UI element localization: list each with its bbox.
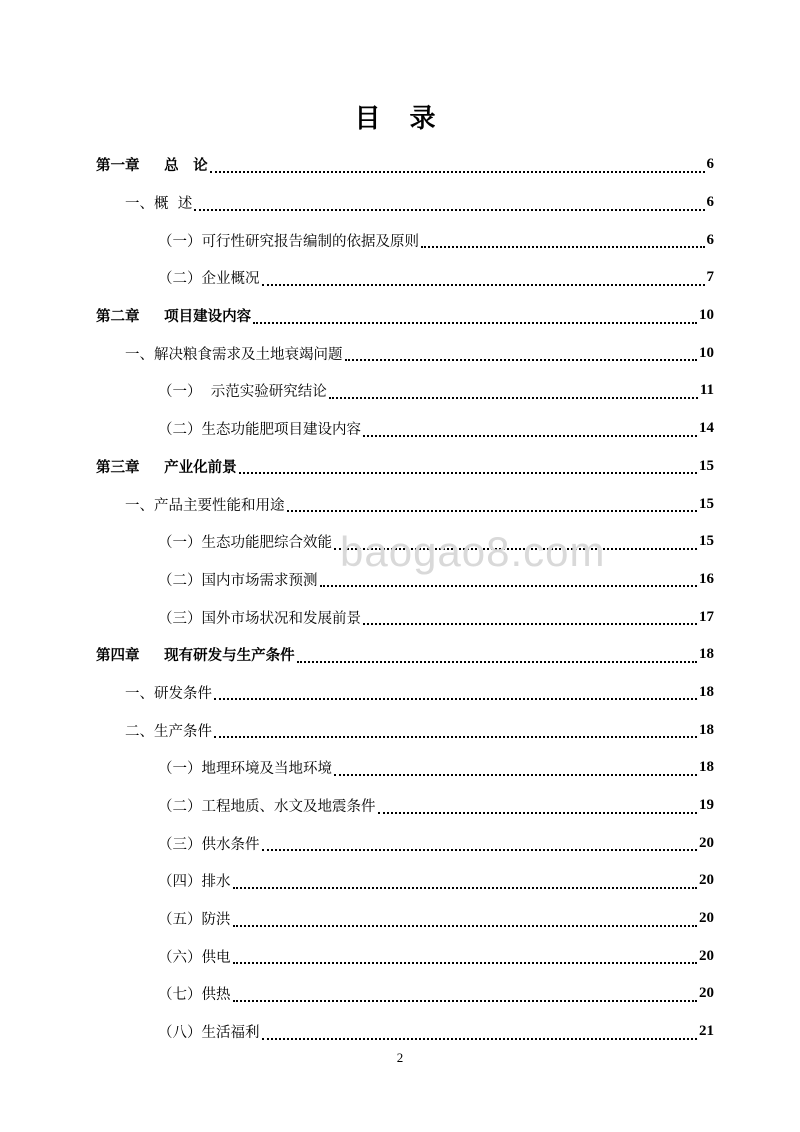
toc-entry-page-number: 11 [699,382,714,399]
toc-entry[interactable] [96,184,714,222]
dot-leader [214,724,697,738]
toc-entry-label: （一） 示范实验研究结论 [158,384,327,401]
toc-entry[interactable] [96,146,714,184]
toc-entry[interactable] [96,975,714,1013]
toc-entry-label: 一、研发条件 [125,685,212,702]
dot-leader [287,498,698,512]
toc-entry-page-number: 6 [706,156,714,173]
toc-entry-page-number: 21 [699,1023,714,1040]
toc-entry-label: 第二章 项目建设内容 [96,309,252,326]
toc-entry-label: （四）排水 [158,874,231,891]
toc-entry-label: 一、产品主要性能和用途 [125,497,285,514]
dot-leader [363,611,697,625]
toc-entry-label: （二）企业概况 [158,271,260,288]
toc-entry[interactable] [96,221,714,259]
toc-entry-page-number: 20 [699,872,714,889]
toc-entry-page-number: 6 [706,231,714,248]
toc-entry-label: 第一章 总 论 [96,158,208,175]
toc-entry-page-number: 20 [699,910,714,927]
dot-leader [262,1026,698,1040]
toc-entry-page-number: 20 [699,947,714,964]
dot-leader [194,197,704,211]
dot-leader [334,762,697,776]
dot-leader [262,272,705,286]
toc-entry-page-number: 16 [699,570,714,587]
toc-entry[interactable] [96,749,714,787]
toc-entry-label: 第四章 现有研发与生产条件 [96,648,295,665]
toc-entry-page-number: 14 [699,420,714,437]
dot-leader [262,837,698,851]
dot-leader [378,800,698,814]
dot-leader [345,347,698,361]
toc-entry-label: 一、解决粮食需求及土地衰竭问题 [125,346,343,363]
toc-entry-page-number: 7 [706,269,714,286]
toc-entry-page-number: 10 [699,344,714,361]
dot-leader [233,950,698,964]
toc-entry[interactable] [96,297,714,335]
dot-leader [210,159,705,173]
toc-entry[interactable] [96,1013,714,1051]
toc-entry-page-number: 15 [699,457,714,474]
toc-entry-label: （一）地理环境及当地环境 [158,761,332,778]
toc-entry-page-number: 18 [699,721,714,738]
toc-entry-page-number: 19 [699,797,714,814]
watermark: baogao8.com [340,528,606,575]
toc-entry-label: （三）国外市场状况和发展前景 [158,610,361,627]
dot-leader [239,460,697,474]
toc-entry[interactable] [96,485,714,523]
dot-leader [233,875,698,889]
toc-entry-label: （六）供电 [158,949,231,966]
toc-entry[interactable] [96,787,714,825]
toc-entry[interactable] [96,259,714,297]
dot-leader [233,913,698,927]
toc-entry-page-number: 10 [699,307,714,324]
toc-entry-label: （一）可行性研究报告编制的依据及原则 [158,233,419,250]
toc-entry-label: （三）供水条件 [158,836,260,853]
toc-entry[interactable] [96,862,714,900]
page-number: 2 [396,1050,404,1065]
toc-entry-page-number: 6 [706,194,714,211]
toc-entry-label: （五）防洪 [158,912,231,929]
toc-entry[interactable] [96,636,714,674]
toc-entry-page-number: 20 [699,985,714,1002]
dot-leader [233,988,698,1002]
toc-entry-page-number: 17 [699,608,714,625]
toc-entry-page-number: 18 [699,683,714,700]
toc-entry-page-number: 18 [699,646,714,663]
toc-entry-label: 二、生产条件 [125,723,212,740]
dot-leader [329,385,698,399]
toc-entry[interactable] [96,598,714,636]
dot-leader [363,423,697,437]
toc-entry[interactable] [96,674,714,712]
toc-entry[interactable] [96,937,714,975]
toc-entry[interactable] [96,372,714,410]
toc-entry[interactable] [96,900,714,938]
table-of-contents [96,146,714,1051]
toc-entry-label: （二）工程地质、水文及地震条件 [158,799,376,816]
toc-entry-page-number: 20 [699,834,714,851]
dot-leader [421,234,705,248]
toc-entry[interactable] [96,824,714,862]
toc-entry-label: （一）生态功能肥综合效能 [158,535,332,552]
toc-entry-page-number: 15 [699,495,714,512]
toc-entry[interactable] [96,711,714,749]
toc-entry-label: （七）供热 [158,987,231,1004]
toc-entry[interactable] [96,448,714,486]
dot-leader [214,686,697,700]
dot-leader [297,649,697,663]
toc-entry-page-number: 15 [699,533,714,550]
toc-entry-page-number: 18 [699,759,714,776]
toc-entry[interactable] [96,410,714,448]
toc-entry[interactable] [96,334,714,372]
toc-entry-label: 第三章 产业化前景 [96,459,237,476]
toc-entry-label: （二）生态功能肥项目建设内容 [158,422,361,439]
toc-entry-label: 一、概 述 [125,196,193,213]
toc-entry-label: （二）国内市场需求预测 [158,572,318,589]
toc-entry-label: （八）生活福利 [158,1025,260,1042]
dot-leader [253,310,697,324]
page-title: 目 录 [354,104,446,134]
